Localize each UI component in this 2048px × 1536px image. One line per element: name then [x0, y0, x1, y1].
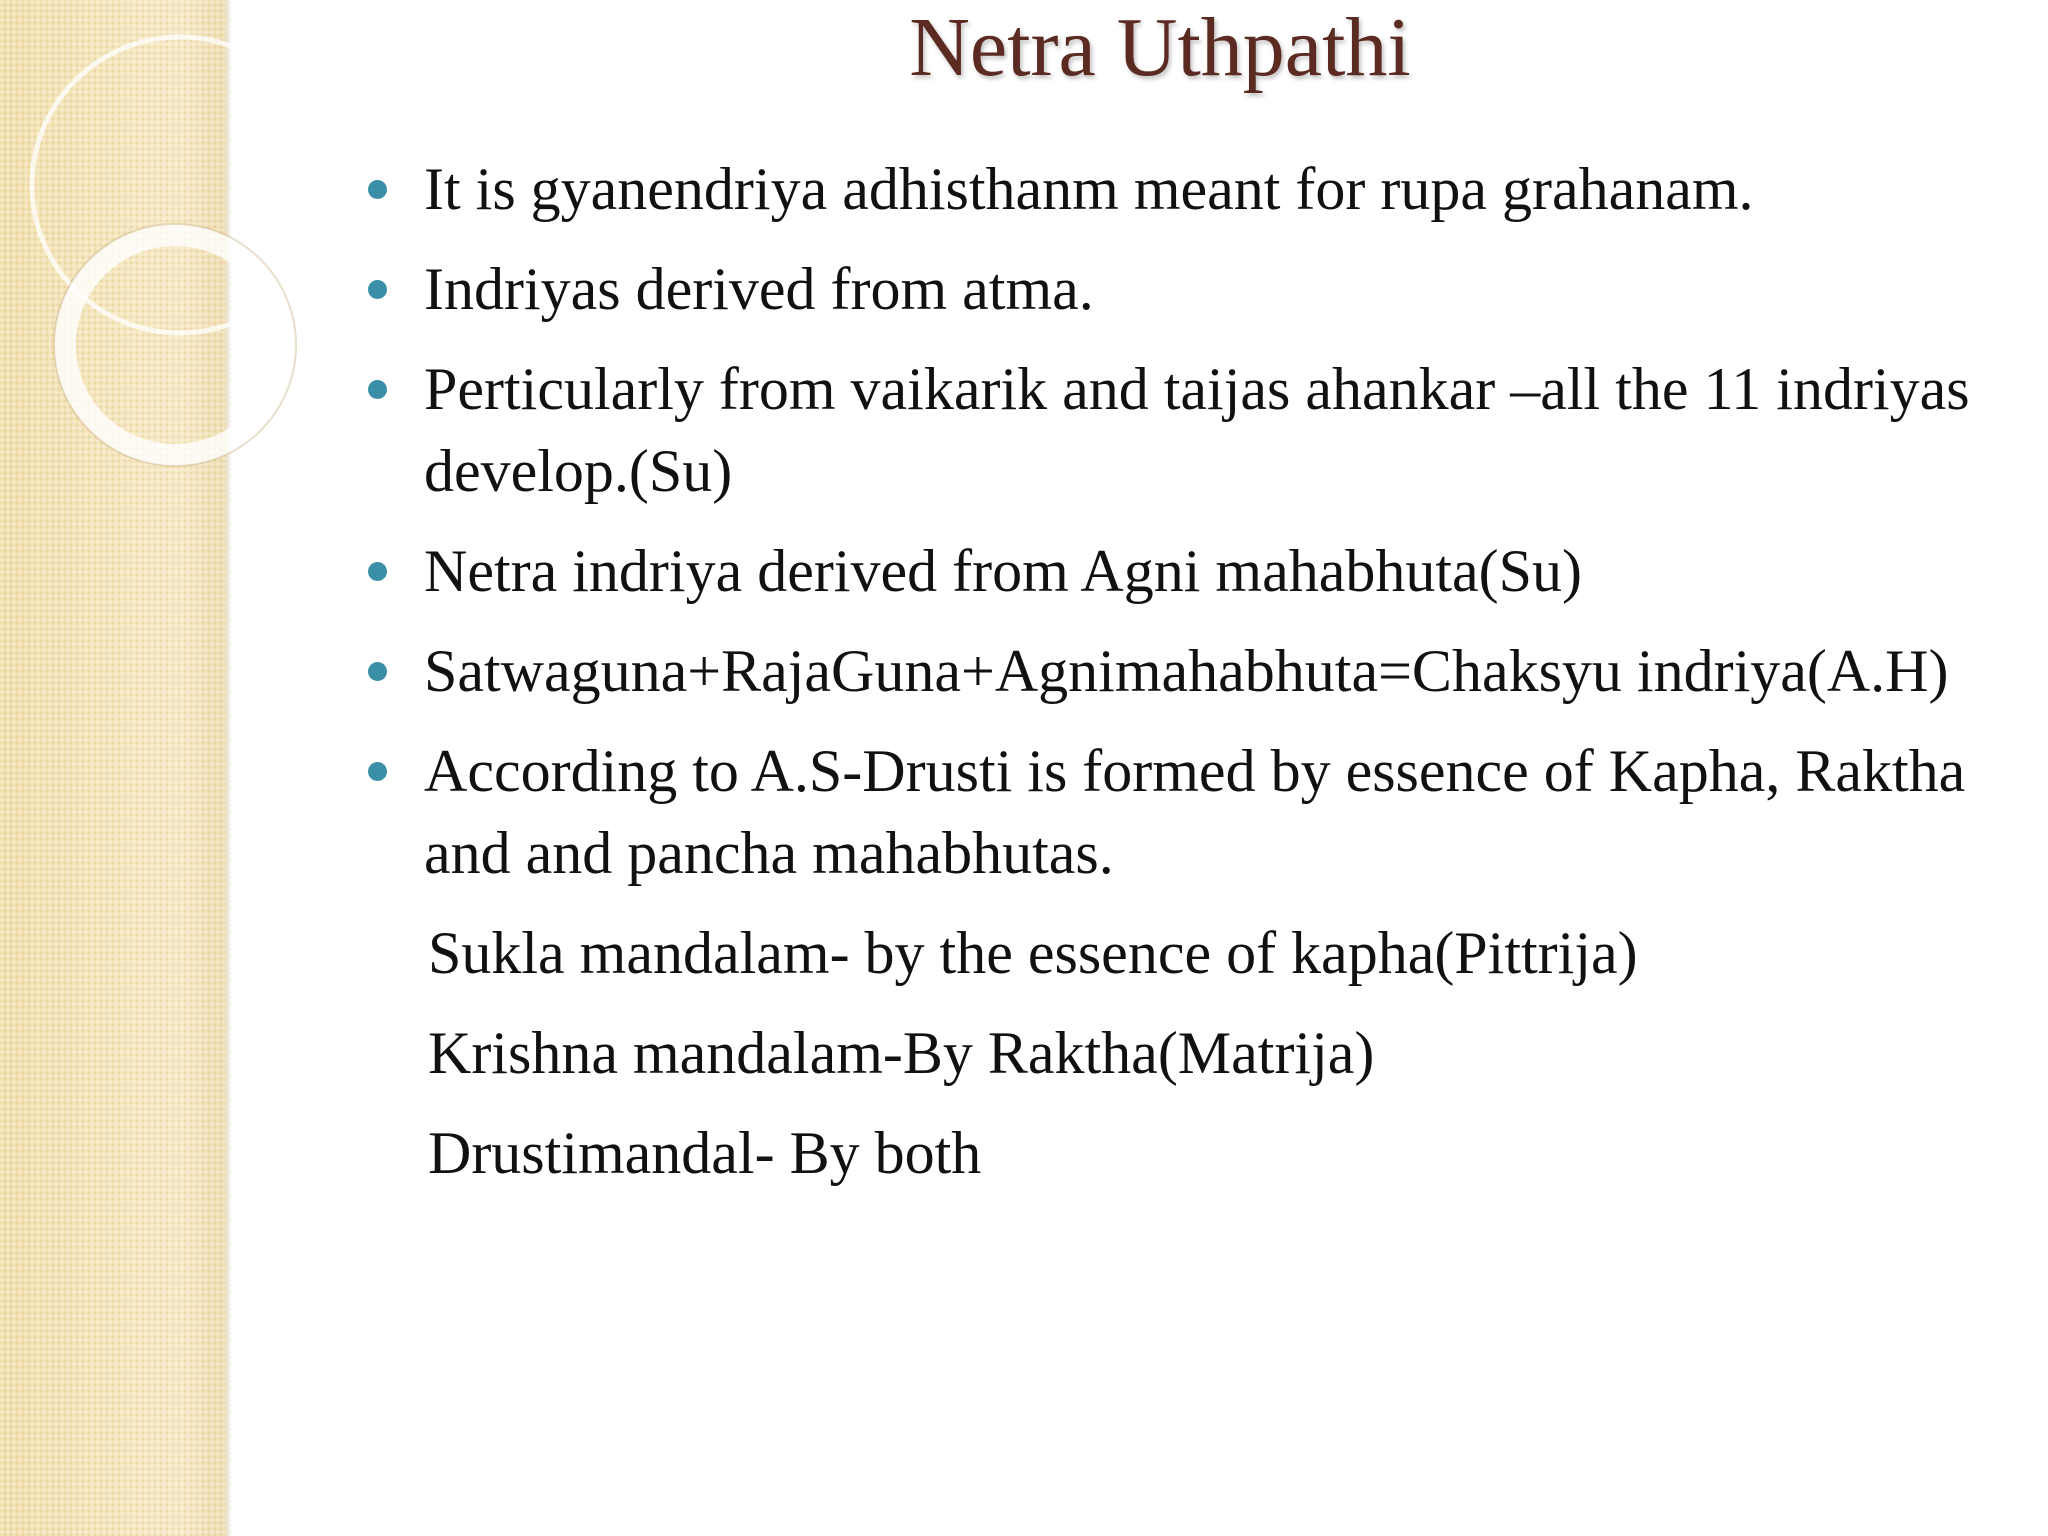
bullet-item	[360, 248, 2000, 330]
bullet-dot-icon	[368, 180, 387, 199]
sub-line-krishna-mandalam: Krishna mandalam-By Raktha(Matrija)	[428, 1020, 1375, 1086]
bullet-list	[360, 148, 2000, 1212]
bullet-text: Netra indriya derived from Agni mahabhuta(Su)	[424, 538, 1582, 604]
bullet-item	[360, 348, 2000, 512]
decorative-swirl-rings	[0, 0, 360, 520]
bullet-text: According to A.S-Drusti is formed by essence of Kapha, Raktha and and pancha mahabhutas.	[424, 738, 1966, 886]
slide-title: Netra Uthpathi	[909, 1, 1411, 94]
swirl-ring-small	[65, 235, 285, 455]
bullet-dot-icon	[368, 380, 387, 399]
bullet-item	[360, 730, 2000, 894]
bullet-text: Perticularly from vaikarik and taijas ahankar –all the 11 indriyas develop.(Su)	[424, 356, 1970, 504]
bullet-dot-icon	[368, 662, 387, 681]
bullet-item	[360, 530, 2000, 612]
bullet-text: Satwaguna+RajaGuna+Agnimahabhuta=Chaksyu indriya(A.H)	[424, 638, 1949, 704]
bullet-item	[360, 630, 2000, 712]
bullet-dot-icon	[368, 562, 387, 581]
sub-line-sukla-mandalam: Sukla mandalam- by the essence of kapha(Pittrija)	[428, 920, 1638, 986]
bullet-dot-icon	[368, 762, 387, 781]
bullet-item	[360, 148, 2000, 230]
sub-line-drustimandal: Drustimandal- By both	[428, 1120, 982, 1186]
bullet-dot-icon	[368, 280, 387, 299]
bullet-text: Indriyas derived from atma.	[424, 256, 1094, 322]
bullet-text: It is gyanendriya adhisthanm meant for rupa grahanam.	[424, 156, 1754, 222]
